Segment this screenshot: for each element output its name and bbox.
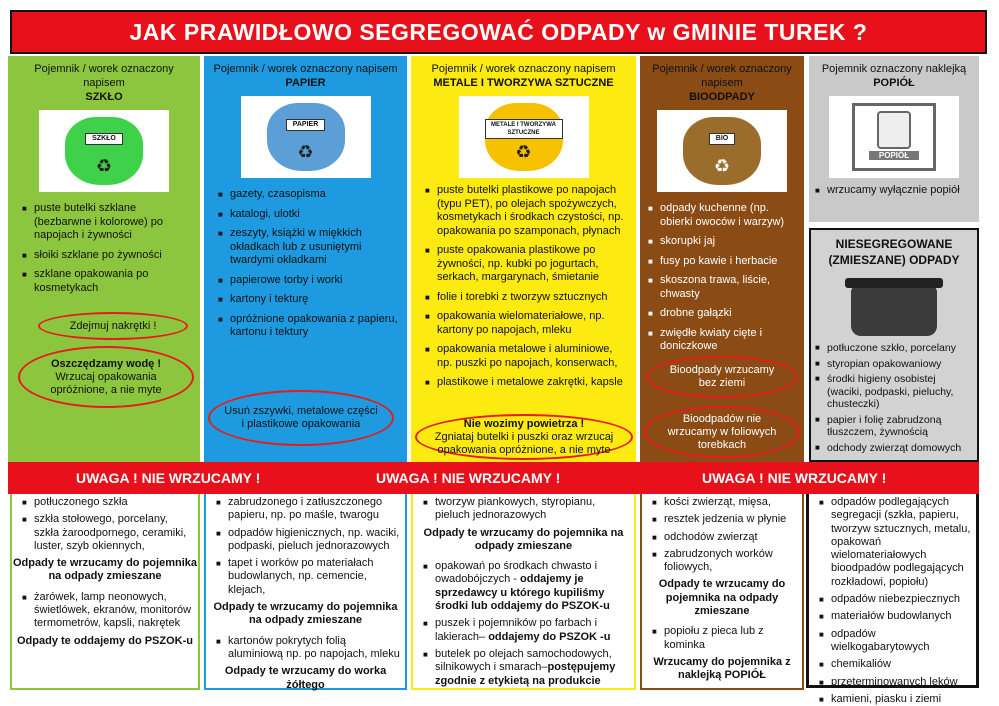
bag-tag: BIO	[709, 133, 735, 145]
list-item	[423, 648, 630, 688]
list-item: ■ zeszyty, książki w miękkich okładkach lub z usuniętymi twardymi okładkami	[218, 227, 401, 268]
excluded-list	[206, 494, 405, 597]
column-header-text: Pojemnik / worek oznaczony napisem	[652, 63, 792, 89]
list-item: ■ puste butelki plastikowe po napojach (typu PET), po olejach spożywczych, kosmetykach i środkach czystości, np. opakowania po szamponach, płynach	[425, 184, 630, 238]
tip-text: Zgniataj butelki i puszki oraz wrzucaj opakowania opróżnione, a nie myte	[434, 430, 614, 456]
list-item: ■ potłuczone szkło, porcelany	[815, 342, 971, 355]
ash-bin-image	[829, 96, 959, 178]
list-item: ■ zabrudzonego i zatłuszczonego papieru, np. po maśle, twarogu	[216, 496, 401, 523]
ash-bin-icon	[852, 103, 936, 171]
list-item: ■ zwiędłe kwiaty cięte i doniczkowe	[648, 327, 798, 354]
excluded-mixed	[806, 494, 979, 705]
list-item: ■ kartony i tekturę	[218, 293, 401, 307]
item-text: butelek po olejach samochodowych, silnikowych i smarach–	[435, 647, 612, 674]
excluded-bio	[640, 494, 804, 690]
column-header	[809, 56, 979, 90]
metal-plastic-bag-image	[459, 96, 589, 178]
warning-text: UWAGA ! NIE WRZUCAMY !	[376, 470, 561, 486]
list-item: ■ kartonów pokrytych folią aluminiową np. po napojach, mleku	[216, 635, 401, 662]
allowed-list	[204, 178, 407, 340]
list-item	[423, 617, 630, 644]
tip-oval	[208, 390, 394, 446]
glass-bag-image	[39, 110, 169, 192]
list-item: ■ słoiki szklane po żywności	[22, 249, 194, 263]
list-item: ■ materiałów budowlanych	[819, 610, 972, 623]
column-label: BIOODPADY	[689, 91, 755, 103]
item-text: opakowań po środkach chwasto i owadobójczych -	[435, 560, 598, 586]
column-label: POPIÓŁ	[873, 77, 915, 89]
page-title: JAK PRAWIDŁOWO SEGREGOWAĆ ODPADY w GMINIE TUREK ?	[129, 18, 868, 45]
column-ash	[809, 56, 979, 222]
column-header-text: Pojemnik / worek oznaczony napisem	[213, 63, 398, 75]
list-item: ■ opakowania wielomateriałowe, np. kartony po napojach, mleku	[425, 310, 630, 337]
list-item: ■ papierowe torby i worki	[218, 274, 401, 288]
warning-text: UWAGA ! NIE WRZUCAMY !	[702, 470, 887, 486]
disposal-note: Odpady te oddajemy do PSZOK-u	[16, 634, 194, 647]
list-item: ■ kamieni, piasku i ziemi	[819, 693, 972, 706]
list-item: ■ zabrudzonych worków foliowych,	[652, 548, 798, 575]
tip-oval	[415, 414, 633, 460]
list-item: ■ opakowania metalowe i aluminiowe, np. puszki po napojach, konserwach,	[425, 343, 630, 370]
metal-plastic-bag-icon	[485, 103, 563, 171]
list-item: ■ katalogi, ulotki	[218, 208, 401, 222]
list-item: ■ przeterminowanych leków	[819, 676, 972, 689]
ash-container-icon	[877, 111, 911, 149]
column-header	[640, 56, 804, 104]
excluded-paper	[204, 494, 407, 690]
allowed-list	[411, 178, 636, 390]
bin-label: POPIÓŁ	[869, 151, 919, 160]
recycle-icon: ♻	[713, 156, 731, 176]
excluded-list	[642, 494, 802, 574]
column-label: PAPIER	[285, 77, 326, 89]
excluded-list	[206, 633, 405, 662]
bag-tag: SZKŁO	[85, 133, 123, 145]
mixed-waste-header	[811, 230, 977, 268]
list-item: ■ odpadów higienicznych, np. waciki, podpaski, pieluch jednorazowych	[216, 527, 401, 554]
disposal-note: Odpady te wrzucamy do pojemnika na odpady zmieszane	[213, 601, 398, 627]
warning-bar	[8, 462, 979, 494]
bag-tag: METALE I TWORZYWA SZTUCZNE	[485, 119, 563, 139]
list-item: ■ puste butelki szklane (bezbarwne i kolorowe) po napojach i żywności	[22, 202, 194, 243]
bio-bag-icon	[683, 117, 761, 185]
tip-oval	[644, 406, 800, 458]
column-header	[8, 56, 200, 104]
recycle-icon: ♻	[515, 142, 532, 162]
recycle-icon: ♻	[95, 156, 113, 176]
column-metal-plastic	[411, 56, 636, 462]
recycle-icon: ♻	[297, 142, 314, 162]
disposal-note: Wrzucamy do pojemnika z naklejką POPIÓŁ	[653, 655, 791, 682]
list-item: ■ drobne gałązki	[648, 307, 798, 321]
item-text: puszek i pojemników po farbach i lakierach–	[435, 617, 598, 643]
list-item: ■ papier i folię zabrudzoną tłuszczem, żywnością	[815, 414, 971, 439]
list-item: ■ potłuczonego szkła	[22, 496, 194, 509]
list-item: ■ popiołu z pieca lub z kominka	[652, 625, 798, 652]
column-header-text: Pojemnik / worek oznaczony napisem	[431, 63, 616, 75]
item-instruction: oddajemy je sprzedawcy u którego kupiliśmy środki lub oddajemy do PSZOK-u	[435, 573, 610, 613]
list-item: ■ odpadów podlegających segregacji (szkła, papieru, tworzyw sztucznych, metalu, opakowań wielomateriałowych bioodpadów podlegających rozkładowi, popiołu)	[819, 496, 972, 589]
list-item: ■ odchody zwierząt domowych	[815, 442, 971, 455]
column-glass	[8, 56, 200, 462]
list-item: ■ tapet i worków po materiałach budowlanych, np. cemencie, klejach,	[216, 557, 401, 597]
mixed-waste-box	[809, 228, 979, 462]
tip-oval	[38, 312, 188, 340]
column-header-text: Pojemnik / worek oznaczony napisem	[34, 63, 174, 89]
tip-oval	[18, 346, 194, 408]
mixed-title-1: NIESEGREGOWANE	[835, 237, 953, 251]
item-instruction: postępujemy zgodnie z etykietą na produkcie	[435, 661, 616, 687]
column-header	[204, 56, 407, 90]
list-item: ■ chemikaliów	[819, 658, 972, 671]
tip-text: Bioodpadów nie wrzucamy w foliowych torebkach	[667, 412, 777, 451]
bio-bag-image	[657, 110, 787, 192]
allowed-list	[640, 192, 804, 354]
list-item: ■ tworzyw piankowych, styropianu, pieluch jednorazowych	[423, 496, 630, 523]
list-item: ■ skorupki jaj	[648, 235, 798, 249]
excluded-list	[809, 494, 976, 706]
list-item: ■ żarówek, lamp neonowych, świetlówek, ekranów, monitorów termometrów, kapsli, nakrętek	[22, 591, 194, 631]
allowed-list	[8, 192, 200, 295]
list-item: ■ puste opakowania plastikowe po żywności, np. kubki po jogurtach, serkach, margarynach, śmietanie	[425, 244, 630, 285]
list-item: ■ resztek jedzenia w płynie	[652, 513, 798, 526]
excluded-list	[413, 558, 634, 688]
mixed-list	[811, 336, 977, 454]
list-item: ■ odchodów zwierząt	[652, 531, 798, 544]
tip-text: Usuń zszywki, metalowe części i plastikowe opakowania	[224, 405, 378, 430]
list-item: ■ kości zwierząt, mięsa,	[652, 496, 798, 509]
list-item: ■ skoszona trawa, liście, chwasty	[648, 274, 798, 301]
list-item: ■ odpady kuchenne (np. obierki owoców i warzyw)	[648, 202, 798, 229]
allowed-list	[809, 178, 979, 198]
disposal-note: Odpady te wrzucamy do pojemnika na odpady zmieszane	[13, 557, 197, 583]
column-header-text: Pojemnik oznaczony naklejką	[821, 63, 967, 75]
list-item: ■ opróżnione opakowania z papieru, kartonu i tektury	[218, 313, 401, 340]
list-item: ■ szkła stołowego, porcelany, szkła żaroodpornego, ceramiki, luster, szyb okiennych,	[22, 513, 194, 553]
excluded-list	[12, 589, 198, 631]
column-header	[411, 56, 636, 90]
wheelie-bin-icon	[834, 274, 954, 336]
list-item: ■ odpadów wielkogabarytowych	[819, 628, 972, 655]
tip-oval	[646, 356, 798, 398]
list-item	[423, 560, 630, 613]
disposal-note: Odpady te wrzucamy do worka żółtego	[224, 665, 387, 691]
bag-tag: PAPIER	[286, 119, 326, 131]
list-item: ■ odpadów niebezpiecznych	[819, 593, 972, 606]
paper-bag-icon	[267, 103, 345, 171]
excluded-glass	[10, 494, 200, 690]
warning-text: UWAGA ! NIE WRZUCAMY !	[76, 470, 261, 486]
column-bio	[640, 56, 804, 462]
excluded-list	[12, 494, 198, 553]
column-label: SZKŁO	[85, 91, 123, 103]
page-title-bar	[10, 10, 987, 54]
tip-text: Wrzucaj opakowania opróżnione, a nie myte	[50, 370, 162, 396]
list-item: ■ szklane opakowania po kosmetykach	[22, 268, 194, 295]
excluded-list	[642, 623, 802, 652]
item-instruction: oddajemy do PSZOK -u	[488, 630, 611, 643]
tip-text: Bioodpady wrzucamy bez ziemi	[669, 364, 775, 389]
paper-bag-image	[241, 96, 371, 178]
list-item: ■ fusy po kawie i herbacie	[648, 255, 798, 269]
list-item: ■ środki higieny osobistej (waciki, podpaski, pieluchy, chusteczki)	[815, 373, 971, 411]
list-item: ■ folie i torebki z tworzyw sztucznych	[425, 291, 630, 305]
mixed-title-2: (ZMIESZANE) ODPADY	[828, 253, 960, 267]
column-paper	[204, 56, 407, 462]
glass-bag-icon	[65, 117, 143, 185]
list-item: ■ styropian opakowaniowy	[815, 358, 971, 371]
column-label: METALE I TWORZYWA SZTUCZNE	[433, 77, 614, 89]
list-item: ■ gazety, czasopisma	[218, 188, 401, 202]
list-item: ■ plastikowe i metalowe zakrętki, kapsle	[425, 376, 630, 390]
excluded-metal-plastic	[411, 494, 636, 690]
disposal-note: Odpady te wrzucamy do pojemnika na odpady zmieszane	[423, 526, 624, 552]
tip-text: Zdejmuj nakrętki !	[69, 319, 157, 332]
disposal-note: Odpady te wrzucamy do pojemnika na odpady zmieszane	[658, 578, 786, 618]
tip-title: Nie wozimy powietrza !	[463, 417, 585, 430]
list-item: ■ wrzucamy wyłącznie popiół	[815, 184, 973, 198]
excluded-list	[413, 494, 634, 523]
tip-title: Oszczędzamy wodę !	[50, 357, 162, 370]
